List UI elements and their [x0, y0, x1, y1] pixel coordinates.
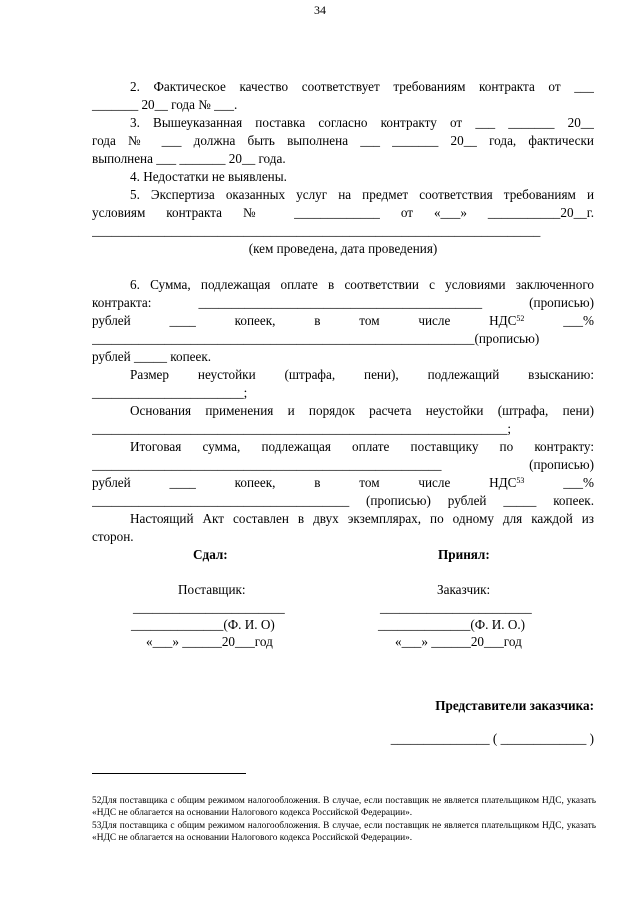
supplier-signature-line: _______________________: [133, 600, 285, 615]
footnote-52: 52Для поставщика с общим режимом налогообложения. В случае, если поставщик не является плательщиком НДС, указать «НДС не облагается на основании Налогового кодекса Российской Федерации».: [92, 796, 596, 818]
right-heading: Принял:: [438, 547, 490, 562]
para-3-line-3: выполнена ___ _______ 20__ года.: [92, 151, 286, 166]
penalty-line-2: _______________________;: [92, 385, 248, 400]
para-3-line-2: года № ___ должна быть выполнена ___ _______ 20__ года, фактически: [92, 133, 594, 148]
copies-line-2: сторон.: [92, 529, 134, 544]
supplier-label: Поставщик:: [178, 582, 246, 597]
penalty-basis-line-2: _______________________________________________________________;: [92, 421, 512, 436]
para-6-line-3: [92, 312, 594, 330]
footnote-ref-53[interactable]: 53: [516, 476, 525, 485]
customer-date: «___» ______20___год: [395, 634, 522, 649]
representatives-signature-line: _______________ ( _____________ ): [390, 731, 594, 746]
copies-line-1: Настоящий Акт составлен в двух экземплярах, по одному для каждой из: [130, 511, 594, 526]
para-3-line-1: 3. Вышеуказанная поставка согласно контракту от ___ _______ 20__: [130, 115, 594, 130]
para-5-caption: (кем проведена, дата проведения): [248, 241, 438, 256]
act-body: [92, 78, 594, 546]
para-6-line-2: контракта: ___________________________________________ (прописью): [92, 295, 594, 310]
vat-percent-1: ___%: [524, 313, 594, 328]
total-line-4: _______________________________________ (прописью) рублей _____ копеек.: [92, 493, 594, 508]
vat-text-2: рублей ____ копеек, в том числе НДС: [92, 475, 517, 490]
total-line-1: Итоговая сумма, подлежащая оплате поставщику по контракту:: [130, 439, 594, 454]
para-5-line-1: 5. Экспертиза оказанных услуг на предмет соответствия требованиям и: [130, 187, 594, 202]
total-line-2: _____________________________________________________ (прописью): [92, 457, 594, 472]
para-2-line-2: _______ 20__ года № ___.: [92, 97, 238, 112]
footnote-ref-52[interactable]: 52: [516, 314, 525, 323]
total-line-3: [92, 474, 594, 492]
footnote-separator: [92, 773, 246, 774]
representatives-heading: Представители заказчика:: [435, 698, 594, 713]
footnote-53: 53Для поставщика с общим режимом налогообложения. В случае, если поставщик не является плательщиком НДС, указать «НДС не облагается на основании Налогового кодекса Российской Федерации».: [92, 821, 596, 843]
para-6-line-4: __________________________________________________________(прописью): [92, 331, 540, 346]
para-4: 4. Недостатки не выявлены.: [130, 169, 287, 184]
penalty-line-1: Размер неустойки (штрафа, пени), подлежащий взысканию:: [130, 367, 594, 382]
customer-fio: ______________(Ф. И. О.): [378, 617, 526, 632]
vat-text-1: рублей ____ копеек, в том числе НДС: [92, 313, 517, 328]
para-6-line-1: 6. Сумма, подлежащая оплате в соответствии с условиями заключенного: [130, 277, 594, 292]
para-6-line-5: рублей _____ копеек.: [92, 349, 212, 364]
spacer: [92, 258, 594, 276]
para-5-line-2: условиям контракта № _____________ от «___» ___________20__г.: [92, 205, 594, 220]
para-5-line-3: ____________________________________________________________________: [92, 223, 541, 238]
supplier-date: «___» ______20___год: [146, 634, 273, 649]
page-number: 34: [314, 3, 326, 17]
left-heading: Сдал:: [193, 547, 228, 562]
supplier-fio: ______________(Ф. И. О): [131, 617, 275, 632]
vat-percent-2: ___%: [524, 475, 594, 490]
customer-label: Заказчик:: [437, 582, 491, 597]
customer-signature-line: _______________________: [380, 600, 532, 615]
para-2-line-1: 2. Фактическое качество соответствует требованиям контракта от ___: [130, 79, 594, 94]
penalty-basis-line-1: Основания применения и порядок расчета неустойки (штрафа, пени): [130, 403, 594, 418]
